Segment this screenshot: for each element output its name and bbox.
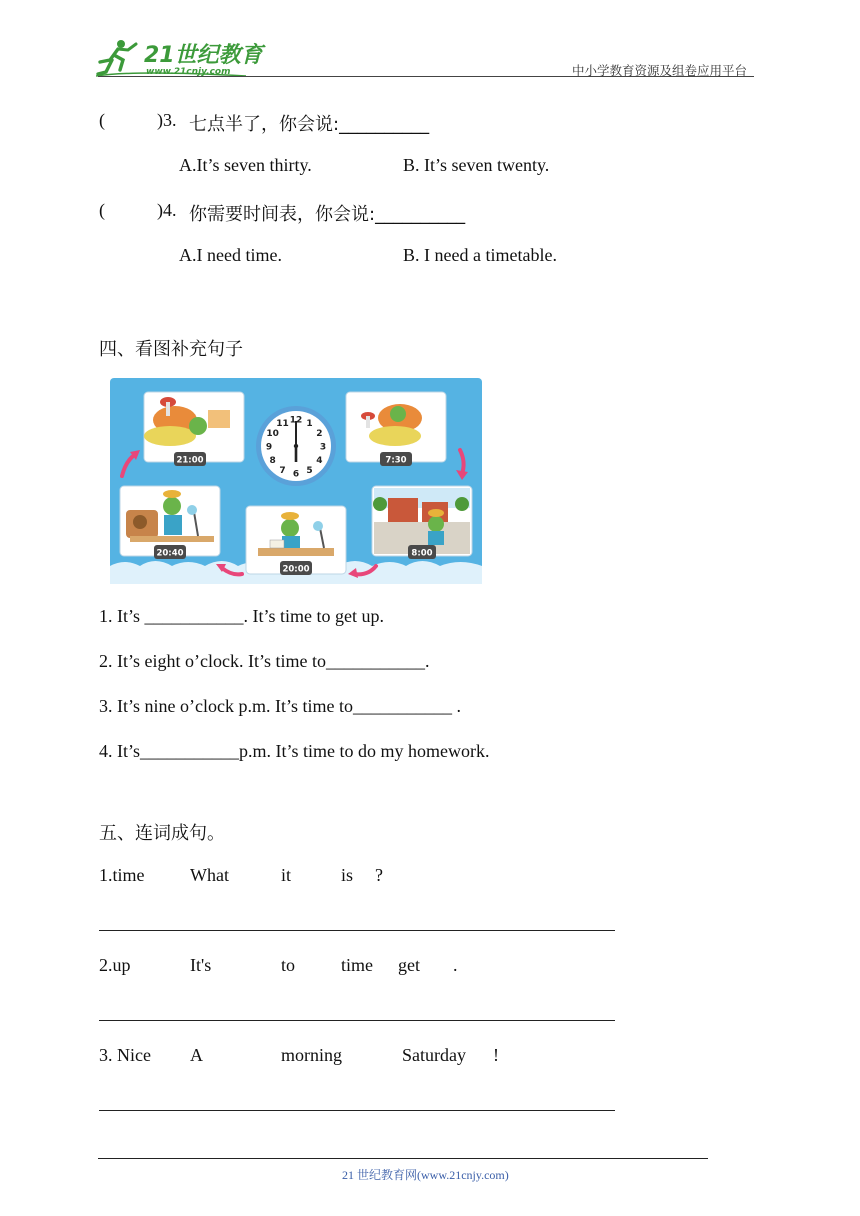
scramble-1-word: ? (375, 865, 383, 885)
clock-numeral: 4 (316, 456, 323, 466)
wall-clock (256, 406, 336, 486)
clock-numeral: 6 (292, 469, 300, 480)
section4-title: 四、看图补充句子 (99, 339, 243, 360)
clock-numeral: 9 (265, 442, 273, 453)
logo-text: 21世纪教育 (144, 43, 263, 68)
fill-sentence-4: 4. It’s___________p.m. It’s time to do my homework. (99, 741, 490, 761)
q3-option-b: B. It’s seven twenty. (403, 155, 550, 175)
scramble-2-word: . (453, 955, 458, 975)
runner-body (98, 49, 123, 74)
fill-sentence-1: 1. It’s ___________. It’s time to get up. (99, 606, 384, 626)
scramble-1-word: What (190, 865, 229, 885)
answer-line-1[interactable] (99, 930, 615, 931)
scramble-1-word: it (281, 865, 292, 885)
scramble-2-word: to (281, 955, 296, 975)
scramble-3-word: ! (493, 1045, 499, 1065)
q4-paren: ( (99, 200, 105, 220)
q3-paren: ( (99, 110, 105, 130)
header-platform-text: 中小学教育资源及组卷应用平台 (572, 63, 748, 78)
clock-numeral: 11 (276, 419, 289, 430)
scramble-1-word: 1.time (99, 865, 145, 885)
q4-option-b: B. I need a timetable. (403, 245, 557, 265)
q4-option-a: A.I need time. (179, 245, 282, 265)
clock-numeral: 8 (269, 456, 276, 466)
time-label-homework: 20:00 (282, 564, 310, 575)
clock-numeral: 1 (306, 419, 313, 430)
logo-url: www.21cnjy.com (146, 67, 231, 77)
time-label-school: 8:00 (411, 548, 433, 559)
site-logo (96, 36, 276, 80)
clock-numeral: 5 (306, 465, 313, 476)
scramble-3-word: morning (281, 1045, 342, 1065)
section5-title: 五、连词成句。 (99, 823, 225, 844)
panel-school (372, 486, 472, 559)
q4-number: )4. (157, 200, 177, 220)
clock-numeral: 3 (319, 442, 327, 453)
scramble-3-word: A (190, 1045, 203, 1065)
q3-option-a: A.It’s seven thirty. (179, 155, 312, 175)
time-label-wake-up: 7:30 (385, 455, 407, 466)
time-label-bedtime: 21:00 (176, 455, 204, 466)
q3-prompt: 七点半了，你会说:__________ (189, 114, 430, 135)
scramble-2-word: It's (190, 955, 212, 975)
panel-bedtime (144, 392, 244, 466)
clock-numeral: 7 (279, 465, 286, 476)
answer-line-2[interactable] (99, 1020, 615, 1021)
daily-routine-illustration (110, 378, 482, 584)
scramble-2-word: get (398, 955, 420, 975)
scramble-2-word: time (341, 955, 373, 975)
runner-head (117, 40, 125, 48)
q3-number: )3. (157, 110, 177, 130)
q4-prompt: 你需要时间表，你会说:__________ (189, 204, 466, 225)
panel-homework (246, 506, 346, 575)
scramble-2-word: 2.up (99, 955, 131, 975)
panel-evening-desk (120, 486, 220, 559)
answer-line-3[interactable] (99, 1110, 615, 1111)
panel-wake-up (346, 392, 446, 466)
clock-numeral: 12 (289, 415, 303, 426)
fill-sentence-2: 2. It’s eight o’clock. It’s time to___________. (99, 651, 430, 671)
header-divider (98, 76, 754, 77)
time-label-evening-desk: 20:40 (156, 548, 184, 559)
fill-sentence-3: 3. It’s nine o’clock p.m. It’s time to___________ . (99, 696, 461, 716)
clock-numeral: 10 (266, 429, 279, 439)
scramble-3-word: 3. Nice (99, 1045, 151, 1065)
clock-numeral: 2 (316, 429, 323, 439)
footer-divider (98, 1158, 708, 1159)
footer-site-text: 21 世纪教育网(www.21cnjy.com) (342, 1168, 509, 1182)
scramble-1-word: is (341, 865, 354, 885)
scramble-3-word: Saturday (402, 1045, 466, 1065)
